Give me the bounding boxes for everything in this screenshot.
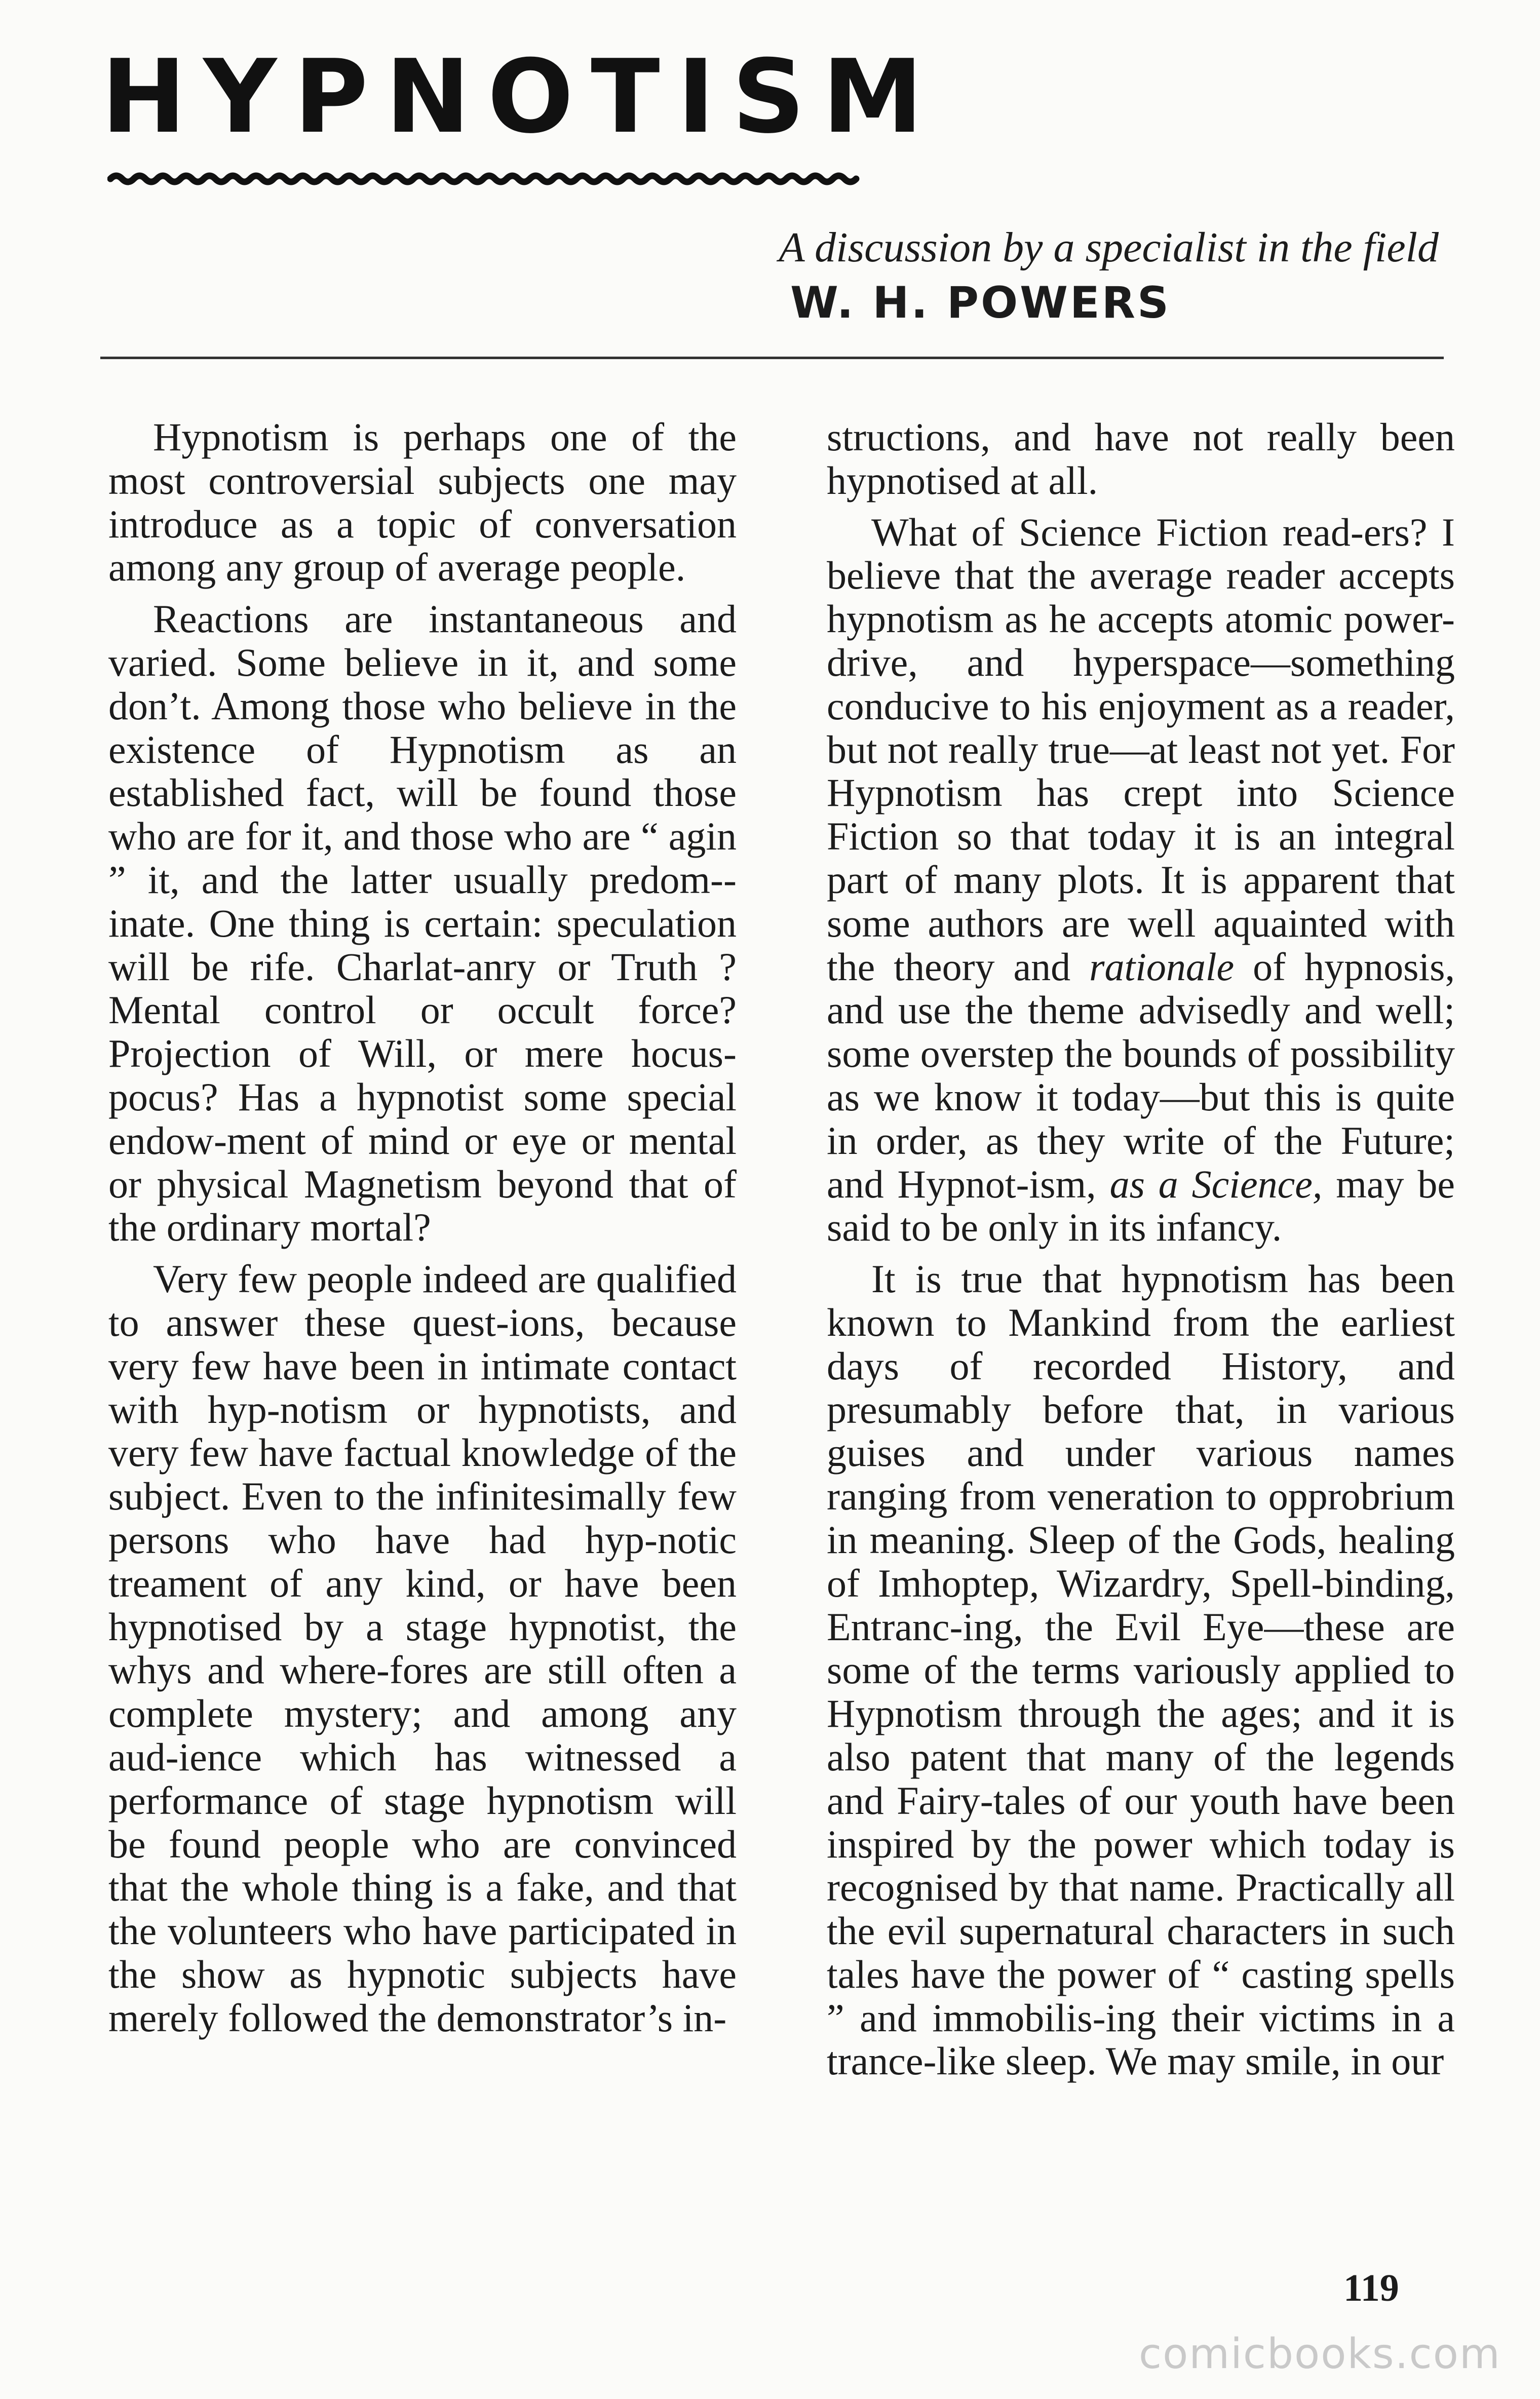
text-run: What of Science Fiction read-ers? I believe that the average reader accepts hypnotism as he accepts atomic power-drive, and hyperspace—something conducive to his enjoyment as a reader, but not really true—at least not yet. For Hypnotism has crept into Science Fiction so that today it is an integral part of many plots. It is apparent that some authors are well aquainted with the theory and bbox=[827, 510, 1455, 989]
text-run: of hypnosis, and use the theme advisedly and well; some overstep the bounds of possibility as we know it today—but this is quite in order, as they write of the Future; and Hypnot-ism, bbox=[827, 944, 1455, 1206]
wavy-divider bbox=[107, 170, 862, 188]
emphasis-text: as a Science, bbox=[1109, 1162, 1323, 1206]
paragraph: structions, and have not really been hypnotised at all. bbox=[827, 415, 1455, 502]
paragraph: Very few people indeed are qualified to answer these quest-ions, because very few have been in intimate contact with hyp-notism or hypnotists, and very few have factual knowledge of the subject. Even to the infinitesimally few persons who have had hyp-notic treament of any kind, or have been hypnotised by a stage hypnotist, the whys and where-fores are still often a complete mystery; and among any aud-ience which has witnessed a performance of stage hypnotism will be found people who are convinced that the whole thing is a fake, and that the volunteers who have participated in the show as hypnotic subjects have merely followed the demonstrator’s in- bbox=[108, 1257, 737, 2040]
header-rule bbox=[100, 357, 1444, 359]
page-number: 119 bbox=[1343, 2267, 1399, 2309]
author-byline: W. H. POWERS bbox=[790, 278, 1171, 328]
article-title: HYPNOTISM bbox=[101, 38, 941, 156]
text-run: may be said to be only in its infancy. bbox=[827, 1162, 1455, 1250]
paragraph: Hypnotism is perhaps one of the most controversial subjects one may introduce as a topic of conversation among any group of average people. bbox=[108, 415, 737, 590]
paragraph: It is true that hypnotism has been known to Mankind from the earliest days of recorded History, and presumably before that, in various guises and under various names ranging from veneration to opprobrium in meaning. Sleep of the Gods, healing of Imhoptep, Wizardry, Spell-binding, Entranc-ing, the Evil Eye—these are some of the terms variously applied to Hypnotism through the ages; and it is also patent that many of the legends and Fairy-tales of our youth have been inspired by the power which today is recognised by that name. Practically all the evil supernatural characters in such tales have the power of “ casting spells ” and immobilis-ing their victims in a trance-like sleep. We may smile, in our bbox=[827, 1257, 1455, 2083]
right-column bbox=[827, 415, 1455, 2091]
article-subtitle: A discussion by a specialist in the field bbox=[779, 224, 1439, 271]
left-column bbox=[108, 415, 737, 2047]
watermark: comicbooks.com bbox=[1139, 2330, 1501, 2378]
paragraph bbox=[827, 511, 1455, 1250]
emphasis-text: rationale bbox=[1089, 944, 1235, 989]
paragraph: Reactions are instantaneous and varied. Some believe in it, and some don’t. Among those who believe in the existence of Hypnotism as an established fact, will be found those who are for it, and those who are “ agin ” it, and the latter usually predom-inate. One thing is certain: speculation will be rife. Charlat-anry or Truth ? Mental control or occult force? Projection of Will, or mere hocus-pocus? Has a hypnotist some special endow-ment of mind or eye or mental or physical Magnetism beyond that of the ordinary mortal? bbox=[108, 597, 737, 1250]
